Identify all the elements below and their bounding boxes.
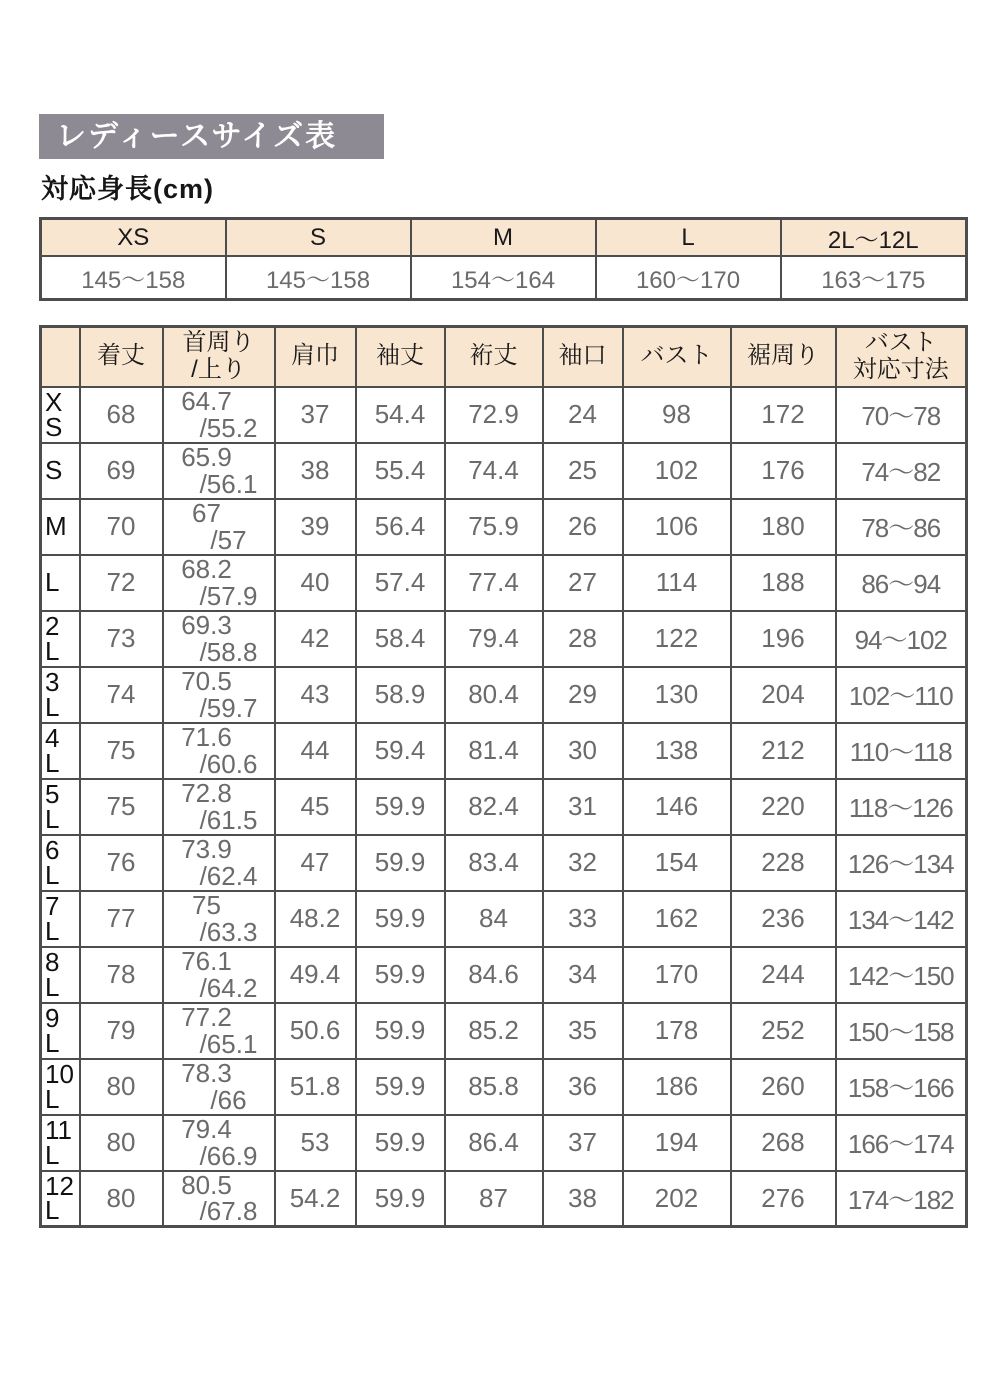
height-size-header-cell: L (596, 219, 781, 257)
cell-hem: 260 (731, 1059, 836, 1115)
header-line: 着丈 (97, 342, 145, 370)
header-line: 袖丈 (376, 342, 424, 370)
cell-bust-fit-range: 150〜158 (836, 1003, 967, 1059)
size-table-row (41, 387, 967, 443)
cell-bust: 194 (623, 1115, 731, 1171)
neck-upper-value: 73.9 (181, 833, 232, 864)
neck-upper-value: 68.2 (181, 553, 232, 584)
cell-length: 77 (80, 891, 163, 947)
cell-bust: 154 (623, 835, 731, 891)
cell-neck (163, 891, 275, 947)
row-size-label-line: 2 (45, 610, 60, 641)
size-table-row (41, 1115, 967, 1171)
header-line: バスト (864, 328, 937, 356)
height-range-cell: 145〜158 (226, 256, 411, 299)
neck-lower-value: /66.9 (199, 1140, 258, 1171)
cell-shoulder-width: 38 (275, 443, 356, 499)
cell-hem: 244 (731, 947, 836, 1003)
row-size-label-line: L (45, 915, 60, 946)
cell-bust-fit-range: 78〜86 (836, 499, 967, 555)
cell-yuki-length: 86.4 (445, 1115, 543, 1171)
cell-sleeve-length: 57.4 (356, 555, 445, 611)
neck-upper-value: 75 (192, 889, 221, 920)
cell-cuff: 32 (543, 835, 623, 891)
cell-shoulder-width: 37 (275, 387, 356, 443)
neck-upper-value: 77.2 (181, 1001, 232, 1032)
cell-bust: 114 (623, 555, 731, 611)
neck-lower-value: /62.4 (199, 860, 258, 891)
row-size-label (41, 611, 80, 667)
cell-neck (163, 723, 275, 779)
size-table-header-row (41, 327, 967, 387)
cell-hem: 252 (731, 1003, 836, 1059)
row-size-label-line: 9 (45, 1002, 60, 1033)
cell-shoulder-width: 44 (275, 723, 356, 779)
size-column-header-cell (80, 327, 163, 387)
cell-yuki-length: 87 (445, 1171, 543, 1227)
row-size-label-line: L (45, 859, 60, 890)
size-table-body (41, 387, 967, 1227)
cell-hem: 268 (731, 1115, 836, 1171)
cell-hem: 196 (731, 611, 836, 667)
size-table-row (41, 499, 967, 555)
cell-length: 73 (80, 611, 163, 667)
neck-lower-value: /58.8 (199, 636, 258, 667)
cell-sleeve-length: 54.4 (356, 387, 445, 443)
cell-cuff: 31 (543, 779, 623, 835)
cell-neck (163, 835, 275, 891)
cell-hem: 220 (731, 779, 836, 835)
neck-lower-value: /66 (210, 1084, 247, 1115)
cell-yuki-length: 84.6 (445, 947, 543, 1003)
neck-lower-value: /59.7 (199, 692, 258, 723)
cell-length: 68 (80, 387, 163, 443)
size-table-row (41, 1003, 967, 1059)
cell-cuff: 27 (543, 555, 623, 611)
cell-bust: 106 (623, 499, 731, 555)
row-size-label (41, 387, 80, 443)
row-size-label (41, 443, 80, 499)
cell-shoulder-width: 47 (275, 835, 356, 891)
row-size-label-line: L (45, 971, 60, 1002)
neck-lower-value: /67.8 (199, 1196, 258, 1227)
cell-shoulder-width: 42 (275, 611, 356, 667)
cell-neck (163, 1115, 275, 1171)
row-size-label (41, 891, 80, 947)
cell-bust-fit-range: 166〜174 (836, 1115, 967, 1171)
neck-upper-value: 80.5 (181, 1169, 232, 1200)
header-line: バスト (640, 342, 713, 370)
cell-cuff: 24 (543, 387, 623, 443)
row-size-label (41, 723, 80, 779)
size-table-row (41, 947, 967, 1003)
cell-cuff: 37 (543, 1115, 623, 1171)
cell-sleeve-length: 59.9 (356, 1003, 445, 1059)
row-size-label-line: L (45, 691, 60, 722)
size-table-row (41, 667, 967, 723)
row-size-label-line: L (45, 1083, 60, 1114)
cell-bust-fit-range: 158〜166 (836, 1059, 967, 1115)
cell-length: 72 (80, 555, 163, 611)
cell-neck (163, 779, 275, 835)
row-size-label (41, 667, 80, 723)
size-column-header-cell (543, 327, 623, 387)
row-size-label-line: X (45, 386, 63, 417)
height-range-cell: 154〜164 (411, 256, 596, 299)
size-table-row (41, 835, 967, 891)
neck-lower-value: /55.2 (199, 412, 258, 443)
neck-upper-value: 64.7 (181, 385, 232, 416)
cell-sleeve-length: 59.9 (356, 835, 445, 891)
neck-lower-value: /61.5 (199, 804, 258, 835)
height-size-header-cell: M (411, 219, 596, 257)
cell-hem: 176 (731, 443, 836, 499)
cell-length: 70 (80, 499, 163, 555)
cell-yuki-length: 80.4 (445, 667, 543, 723)
cell-bust-fit-range: 94〜102 (836, 611, 967, 667)
header-line: 対応寸法 (852, 355, 949, 383)
row-size-label (41, 1171, 80, 1227)
cell-bust-fit-range: 70〜78 (836, 387, 967, 443)
header-line: 肩巾 (291, 342, 339, 370)
neck-upper-value: 70.5 (181, 665, 232, 696)
cell-sleeve-length: 59.9 (356, 891, 445, 947)
size-table-row (41, 611, 967, 667)
cell-sleeve-length: 56.4 (356, 499, 445, 555)
height-table-caption: 対応身長(cm) (41, 174, 215, 204)
height-range-cell: 163〜175 (781, 256, 967, 299)
row-size-label-line: L (45, 635, 60, 666)
cell-sleeve-length: 55.4 (356, 443, 445, 499)
cell-hem: 236 (731, 891, 836, 947)
row-size-label (41, 947, 80, 1003)
cell-length: 80 (80, 1171, 163, 1227)
row-size-label-line: M (45, 511, 67, 542)
header-line: 裾周り (747, 342, 819, 370)
size-column-header-cell (731, 327, 836, 387)
height-table-header-row (41, 219, 967, 257)
size-table-row (41, 1059, 967, 1115)
cell-sleeve-length: 59.9 (356, 779, 445, 835)
neck-upper-value: 72.8 (181, 777, 232, 808)
neck-upper-value: 69.3 (181, 609, 232, 640)
cell-yuki-length: 84 (445, 891, 543, 947)
row-size-label-line: 11 (45, 1114, 72, 1145)
cell-cuff: 28 (543, 611, 623, 667)
cell-shoulder-width: 43 (275, 667, 356, 723)
cell-length: 74 (80, 667, 163, 723)
cell-yuki-length: 85.8 (445, 1059, 543, 1115)
cell-shoulder-width: 54.2 (275, 1171, 356, 1227)
row-size-label (41, 499, 80, 555)
cell-bust: 146 (623, 779, 731, 835)
cell-bust-fit-range: 74〜82 (836, 443, 967, 499)
neck-upper-value: 78.3 (181, 1057, 232, 1088)
cell-bust-fit-range: 110〜118 (836, 723, 967, 779)
cell-bust-fit-range: 174〜182 (836, 1171, 967, 1227)
cell-bust: 202 (623, 1171, 731, 1227)
cell-bust: 170 (623, 947, 731, 1003)
row-size-label (41, 555, 80, 611)
cell-sleeve-length: 58.9 (356, 667, 445, 723)
header-line: 首周り (182, 328, 255, 356)
header-line: 袖口 (558, 342, 607, 370)
row-size-label-line: L (45, 747, 60, 778)
cell-sleeve-length: 59.9 (356, 1171, 445, 1227)
cell-neck (163, 443, 275, 499)
neck-lower-value: /56.1 (199, 468, 258, 499)
cell-yuki-length: 83.4 (445, 835, 543, 891)
row-size-label-line: 7 (45, 890, 60, 921)
neck-lower-value: /63.3 (199, 916, 258, 947)
cell-bust: 138 (623, 723, 731, 779)
cell-shoulder-width: 53 (275, 1115, 356, 1171)
cell-bust-fit-range: 118〜126 (836, 779, 967, 835)
cell-cuff: 35 (543, 1003, 623, 1059)
height-table-value-row (41, 256, 967, 299)
cell-bust: 122 (623, 611, 731, 667)
cell-length: 80 (80, 1059, 163, 1115)
size-column-header-cell (163, 327, 275, 387)
cell-bust-fit-range: 126〜134 (836, 835, 967, 891)
header-line: /上り (191, 355, 246, 383)
cell-yuki-length: 77.4 (445, 555, 543, 611)
height-range-cell: 145〜158 (41, 256, 226, 299)
cell-shoulder-width: 45 (275, 779, 356, 835)
cell-bust-fit-range: 134〜142 (836, 891, 967, 947)
page-title: レディースサイズ表 (39, 114, 384, 159)
cell-length: 79 (80, 1003, 163, 1059)
height-size-header-cell: XS (41, 219, 226, 257)
cell-sleeve-length: 59.9 (356, 947, 445, 1003)
cell-hem: 204 (731, 667, 836, 723)
neck-upper-value: 65.9 (181, 441, 232, 472)
size-column-header-cell (356, 327, 445, 387)
row-size-label-line: L (45, 1139, 60, 1170)
neck-upper-value: 76.1 (181, 945, 232, 976)
cell-cuff: 34 (543, 947, 623, 1003)
cell-shoulder-width: 39 (275, 499, 356, 555)
cell-length: 76 (80, 835, 163, 891)
cell-bust: 186 (623, 1059, 731, 1115)
row-size-label (41, 1059, 80, 1115)
height-size-header-cell: 2L〜12L (781, 219, 967, 257)
cell-shoulder-width: 40 (275, 555, 356, 611)
cell-hem: 180 (731, 499, 836, 555)
row-size-label-line: S (45, 455, 63, 486)
cell-neck (163, 555, 275, 611)
neck-lower-value: /65.1 (199, 1028, 258, 1059)
cell-neck (163, 1003, 275, 1059)
cell-yuki-length: 72.9 (445, 387, 543, 443)
size-column-header-cell (445, 327, 543, 387)
row-size-label-line: 12 (45, 1170, 74, 1201)
height-range-cell: 160〜170 (596, 256, 781, 299)
row-size-label (41, 835, 80, 891)
cell-shoulder-width: 48.2 (275, 891, 356, 947)
cell-yuki-length: 74.4 (445, 443, 543, 499)
cell-neck (163, 667, 275, 723)
cell-bust-fit-range: 142〜150 (836, 947, 967, 1003)
row-size-label-line: S (45, 411, 63, 442)
cell-bust-fit-range: 102〜110 (836, 667, 967, 723)
cell-neck (163, 611, 275, 667)
cell-cuff: 38 (543, 1171, 623, 1227)
cell-bust: 130 (623, 667, 731, 723)
cell-bust: 102 (623, 443, 731, 499)
cell-length: 75 (80, 779, 163, 835)
cell-shoulder-width: 51.8 (275, 1059, 356, 1115)
header-line: 裄丈 (469, 342, 518, 370)
size-table-row (41, 555, 967, 611)
cell-sleeve-length: 59.9 (356, 1115, 445, 1171)
cell-yuki-length: 79.4 (445, 611, 543, 667)
cell-bust: 98 (623, 387, 731, 443)
cell-yuki-length: 85.2 (445, 1003, 543, 1059)
cell-shoulder-width: 50.6 (275, 1003, 356, 1059)
size-table-row (41, 1171, 967, 1227)
cell-length: 75 (80, 723, 163, 779)
row-size-label-line: 8 (45, 946, 60, 977)
cell-sleeve-length: 58.4 (356, 611, 445, 667)
row-size-label-line: L (45, 803, 60, 834)
row-size-label-line: 10 (45, 1058, 74, 1089)
cell-hem: 188 (731, 555, 836, 611)
size-column-header-cell (836, 327, 967, 387)
cell-cuff: 26 (543, 499, 623, 555)
cell-neck (163, 499, 275, 555)
cell-sleeve-length: 59.9 (356, 1059, 445, 1115)
cell-neck (163, 1171, 275, 1227)
neck-upper-value: 79.4 (181, 1113, 232, 1144)
cell-hem: 212 (731, 723, 836, 779)
size-table (39, 325, 968, 1228)
neck-lower-value: /57 (210, 524, 247, 555)
neck-lower-value: /64.2 (199, 972, 258, 1003)
cell-yuki-length: 75.9 (445, 499, 543, 555)
row-size-label-line: 4 (45, 722, 60, 753)
height-size-header-cell: S (226, 219, 411, 257)
cell-hem: 228 (731, 835, 836, 891)
cell-yuki-length: 82.4 (445, 779, 543, 835)
cell-hem: 276 (731, 1171, 836, 1227)
cell-bust-fit-range: 86〜94 (836, 555, 967, 611)
size-column-header-cell (41, 327, 80, 387)
cell-yuki-length: 81.4 (445, 723, 543, 779)
row-size-label (41, 1003, 80, 1059)
cell-sleeve-length: 59.4 (356, 723, 445, 779)
cell-cuff: 36 (543, 1059, 623, 1115)
size-table-row (41, 891, 967, 947)
row-size-label-line: 6 (45, 834, 60, 865)
cell-bust: 162 (623, 891, 731, 947)
cell-length: 78 (80, 947, 163, 1003)
cell-cuff: 25 (543, 443, 623, 499)
cell-shoulder-width: 49.4 (275, 947, 356, 1003)
cell-neck (163, 947, 275, 1003)
row-size-label-line: 5 (45, 778, 60, 809)
neck-upper-value: 71.6 (181, 721, 232, 752)
cell-hem: 172 (731, 387, 836, 443)
size-table-row (41, 723, 967, 779)
cell-cuff: 29 (543, 667, 623, 723)
cell-cuff: 33 (543, 891, 623, 947)
cell-neck (163, 387, 275, 443)
row-size-label-line: L (45, 1195, 60, 1226)
height-table (39, 217, 968, 301)
size-table-row (41, 443, 967, 499)
neck-lower-value: /57.9 (199, 580, 258, 611)
row-size-label (41, 779, 80, 835)
neck-upper-value: 67 (192, 497, 221, 528)
size-column-header-cell (275, 327, 356, 387)
cell-length: 80 (80, 1115, 163, 1171)
size-table-row (41, 779, 967, 835)
row-size-label-line: 3 (45, 666, 60, 697)
cell-neck (163, 1059, 275, 1115)
cell-length: 69 (80, 443, 163, 499)
neck-lower-value: /60.6 (199, 748, 258, 779)
row-size-label-line: L (45, 567, 60, 598)
row-size-label-line: L (45, 1027, 60, 1058)
row-size-label (41, 1115, 80, 1171)
cell-cuff: 30 (543, 723, 623, 779)
size-column-header-cell (623, 327, 731, 387)
cell-bust: 178 (623, 1003, 731, 1059)
